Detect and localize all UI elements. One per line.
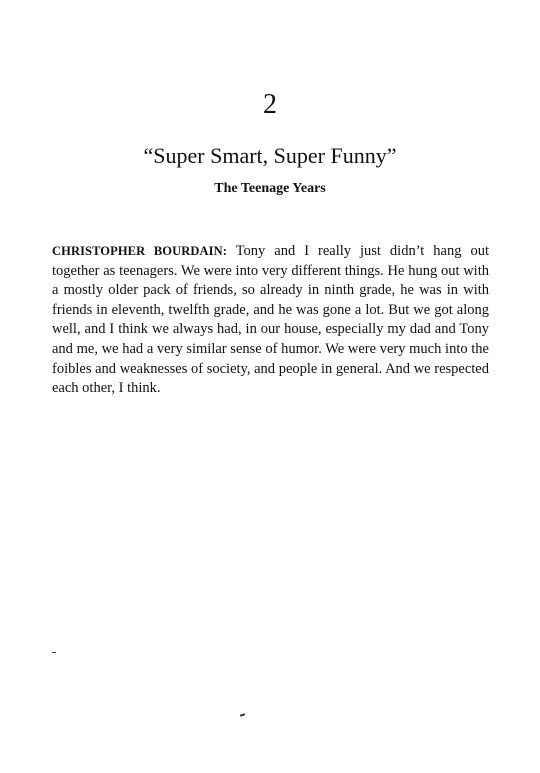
speaker-name: CHRISTOPHER BOURDAIN: bbox=[52, 244, 227, 258]
chapter-subtitle: The Teenage Years bbox=[214, 181, 326, 196]
paragraph-text: Tony and I really just didn’t hang out together as teenagers. We were into very different things. He hung out with a mostly older pack of friends, so already in ninth grade, he was in with friends in eleventh, twelfth grade, and he was gone a lot. But we got along well, and I think we always had, in our house, especially my dad and Tony and me, we had a very similar sense of humor. We were very much into the foibles and weaknesses of society, and people in general. And we respected each other, I think. bbox=[52, 243, 489, 397]
scan-speck bbox=[240, 713, 245, 717]
scan-speck bbox=[52, 652, 56, 653]
chapter-title: “Super Smart, Super Funny” bbox=[143, 143, 397, 168]
interview-paragraph bbox=[52, 242, 489, 399]
chapter-number: 2 bbox=[263, 89, 277, 120]
